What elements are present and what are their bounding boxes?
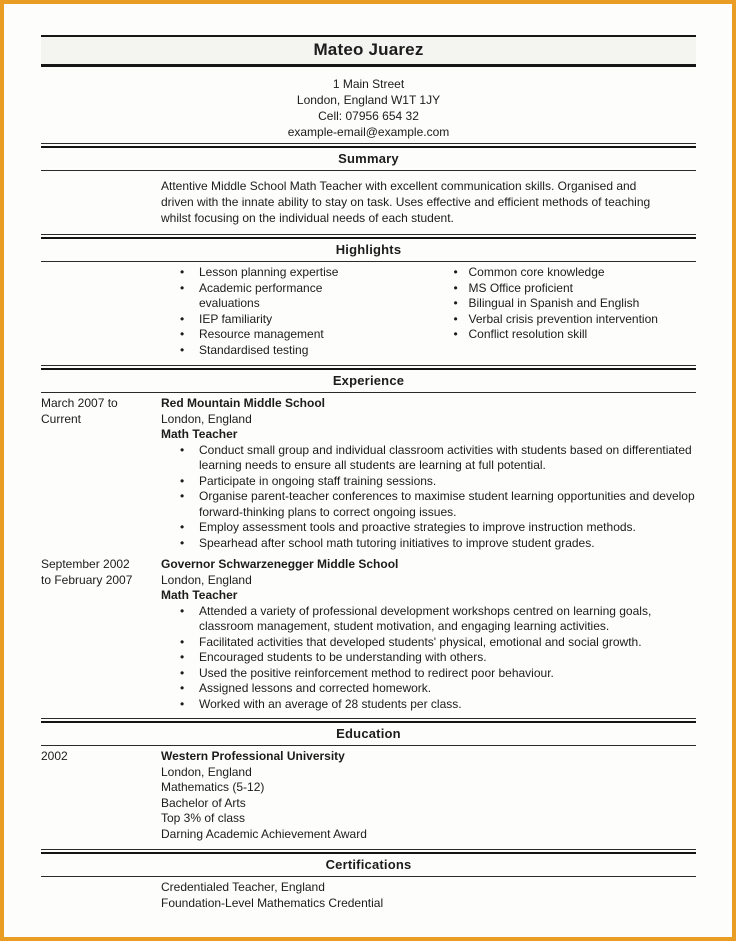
section-title-highlights: Highlights — [41, 237, 696, 262]
job-bullet: • Participate in ongoing staff training sessions. — [161, 474, 696, 490]
certification-list — [161, 880, 696, 911]
contact-line: 1 Main Street — [332, 77, 405, 91]
certification-item: Foundation-Level Mathematics Credential — [161, 895, 384, 910]
section-education — [41, 718, 696, 842]
highlight-item: • Common core knowledge — [369, 265, 697, 281]
highlights-left-column — [41, 265, 369, 358]
name-header-band — [41, 35, 696, 67]
job-bullet: • Spearhead after school math tutoring initiatives to improve student grades. — [161, 536, 696, 552]
highlight-item: • Standardised testing — [41, 343, 369, 359]
job-dates: March 2007 to Current — [41, 396, 118, 426]
job-bullet: • Organise parent-teacher conferences to maximise student learning opportunities and develop forward-thinking plans to correct ongoing issues. — [161, 489, 696, 520]
education-details — [161, 749, 696, 842]
job-dates: September 2002 to February 2007 — [41, 557, 133, 587]
job-bullet: • Attended a variety of professional development workshops centred on learning goals, classroom management, student motivation, and engaging learning activities. — [161, 604, 696, 635]
highlight-item: • MS Office proficient — [369, 281, 697, 297]
certification-item: Credentialed Teacher, England — [161, 880, 325, 894]
page-title: Mateo Juarez — [313, 40, 424, 59]
contact-line: Cell: 07956 654 32 — [318, 109, 419, 123]
highlight-item: • Bilingual in Spanish and English — [369, 296, 697, 312]
resume-content — [4, 4, 732, 911]
highlight-item: • Resource management — [41, 327, 369, 343]
highlight-item: • Academic performance evaluations — [41, 281, 369, 312]
education-school: Western Professional University — [161, 749, 345, 763]
section-divider — [41, 718, 696, 746]
section-title-experience: Experience — [41, 368, 696, 393]
education-detail-lines — [161, 765, 696, 843]
job-bullet: • Employ assessment tools and proactive strategies to improve instruction methods. — [161, 520, 696, 536]
highlights-right-column — [369, 265, 697, 358]
job-company: Red Mountain Middle School — [161, 396, 325, 410]
highlight-item: • Lesson planning expertise — [41, 265, 369, 281]
contact-line: London, England W1T 1JY — [296, 93, 441, 107]
job-bullet: • Used the positive reinforcement method to redirect poor behaviour. — [161, 666, 696, 682]
job-bullet: • Assigned lessons and corrected homework. — [161, 681, 696, 697]
job-bullet-list — [161, 604, 696, 713]
job-role: Math Teacher — [161, 427, 238, 441]
section-divider — [41, 143, 696, 171]
experience-jobs — [41, 396, 696, 712]
contact-block — [41, 76, 696, 140]
job-location: London, England — [161, 411, 252, 426]
education-detail: Darning Academic Achievement Award — [161, 826, 367, 841]
section-divider — [41, 849, 696, 877]
section-summary — [41, 143, 696, 226]
education-entry — [41, 749, 696, 842]
job-company: Governor Schwarzenegger Middle School — [161, 557, 399, 571]
education-year: 2002 — [41, 749, 68, 763]
job-bullet-list — [161, 443, 696, 552]
section-title-summary: Summary — [41, 146, 696, 171]
highlights-columns — [41, 265, 696, 358]
highlight-item: • Conflict resolution skill — [369, 327, 697, 343]
highlight-item: • IEP familiarity — [41, 312, 369, 328]
section-divider — [41, 234, 696, 262]
job-details — [161, 557, 696, 712]
section-title-certifications: Certifications — [41, 852, 696, 877]
job-bullet: • Facilitated activities that developed students' physical, emotional and social growth. — [161, 635, 696, 651]
summary-text: Attentive Middle School Math Teacher with excellent communication skills. Organised and driven with the innate ability to stay on task. Uses effective and efficient methods of teaching whilst focusing on the individual needs of each student. — [161, 179, 651, 225]
job-bullet: • Encouraged students to be understanding with others. — [161, 650, 696, 666]
section-highlights — [41, 234, 696, 358]
job-details — [161, 396, 696, 551]
job-entry — [41, 557, 696, 712]
highlight-item: • Verbal crisis prevention intervention — [369, 312, 697, 328]
education-detail: Top 3% of class — [161, 811, 246, 825]
section-certifications — [41, 849, 696, 911]
education-detail: Mathematics (5-12) — [161, 780, 265, 794]
job-bullet: • Worked with an average of 28 students per class. — [161, 697, 696, 713]
job-location: London, England — [161, 572, 252, 587]
contact-line: example-email@example.com — [287, 125, 450, 139]
education-detail: London, England — [161, 764, 252, 779]
job-role: Math Teacher — [161, 588, 238, 602]
job-bullet: • Conduct small group and individual classroom activities with students based on differentiated learning needs to ensure all students are learning at full potential. — [161, 443, 696, 474]
section-divider — [41, 365, 696, 393]
section-experience — [41, 365, 696, 712]
education-detail: Bachelor of Arts — [161, 795, 246, 810]
job-entry — [41, 396, 696, 551]
section-title-education: Education — [41, 721, 696, 746]
